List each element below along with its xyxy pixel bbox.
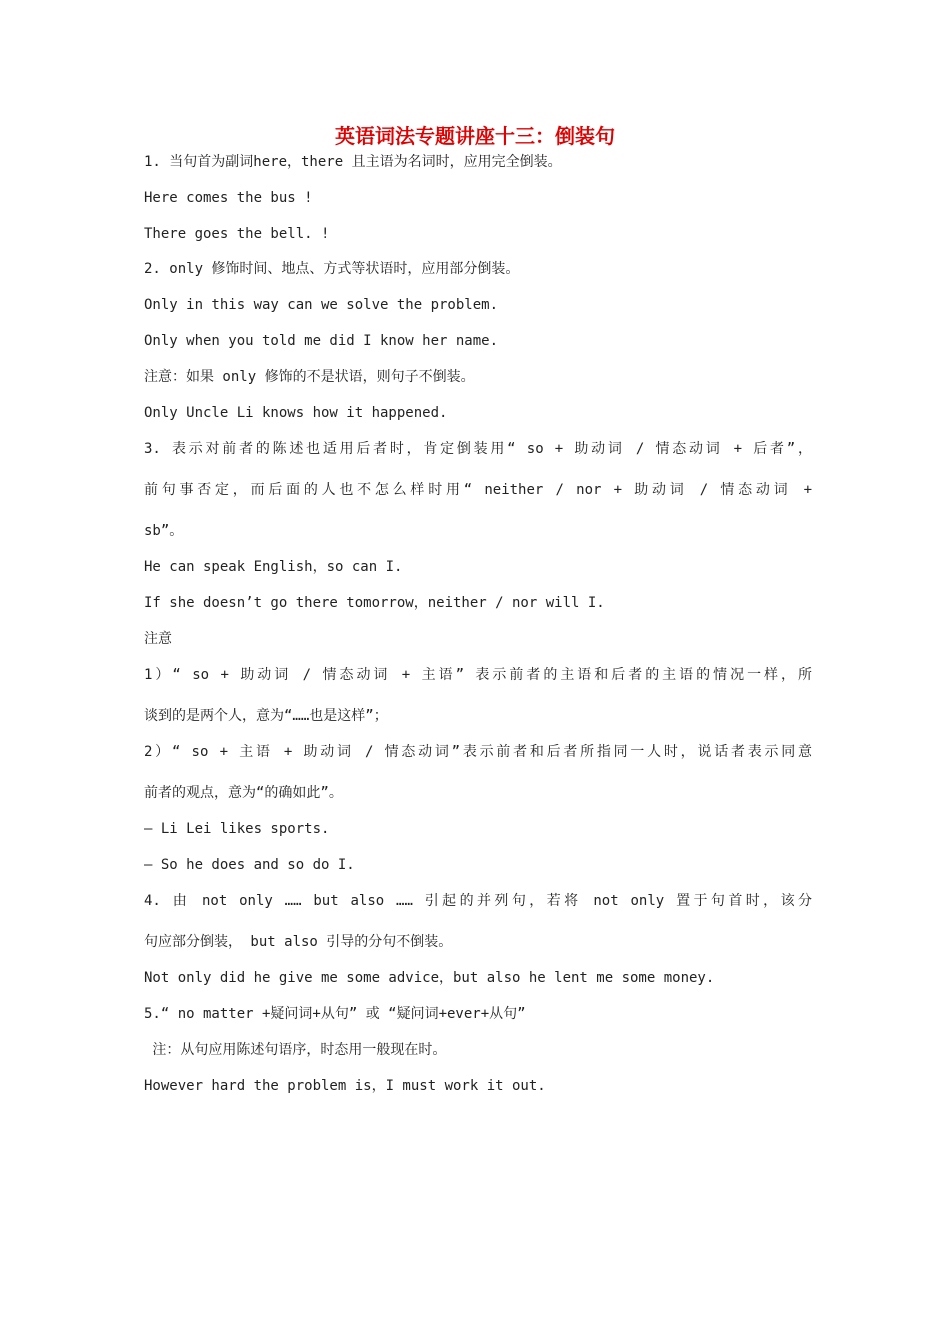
rule-3-text: sb”。 <box>144 523 184 539</box>
example-line: Here comes the bus ! <box>144 190 313 206</box>
rule-2-heading: 2. only 修饰时间、地点、方式等状语时，应用部分倒装。 <box>144 261 520 277</box>
rule-1-heading: 1. 当句首为副词here，there 且主语为名词时，应用完全倒装。 <box>144 154 562 170</box>
example-line: However hard the problem is，I must work it out. <box>144 1078 546 1094</box>
rule-4-text: 句应部分倒装， but also 引导的分句不倒装。 <box>144 934 453 950</box>
note-item-2: 2）“ so + 主语 + 助动词 / 情态动词”表示前者和后者所指同一人时，说话者表示同意 <box>144 744 812 760</box>
example-line: Only in this way can we solve the problem. <box>144 297 499 313</box>
rule-4-heading: 4. 由 not only …… but also …… 引起的并列句，若将 not only 置于句首时，该分 <box>144 893 812 909</box>
example-line: If she doesn’t go there tomorrow，neither / nor will I. <box>144 595 605 611</box>
note-heading: 注意 <box>144 631 172 647</box>
example-line: Not only did he give me some advice，but also he lent me some money. <box>144 970 715 986</box>
example-line: He can speak English，so can I. <box>144 559 403 575</box>
dialogue-line: — So he does and so do I. <box>144 857 355 873</box>
note-line: 注：从句应用陈述句语序，时态用一般现在时。 <box>144 1042 447 1058</box>
rule-3-text: 前句事否定，而后面的人也不怎么样时用“ neither / nor + 助动词 / 情态动词 + <box>144 482 812 498</box>
example-line: Only when you told me did I know her name. <box>144 333 499 349</box>
example-line: Only Uncle Li knows how it happened. <box>144 405 448 421</box>
note-item-1-text: 谈到的是两个人，意为“……也是这样”； <box>144 708 388 724</box>
note-item-1: 1）“ so + 助动词 / 情态动词 + 主语” 表示前者的主语和后者的主语的情况一样，所 <box>144 667 812 683</box>
dialogue-line: — Li Lei likes sports. <box>144 821 330 837</box>
example-line: There goes the bell. ! <box>144 226 330 242</box>
note-item-2-text: 前者的观点，意为“的确如此”。 <box>144 785 343 801</box>
document-title: 英语词法专题讲座十三：倒装句 <box>335 124 615 148</box>
note-line: 注意：如果 only 修饰的不是状语，则句子不倒装。 <box>144 369 475 385</box>
rule-3-heading: 3. 表示对前者的陈述也适用后者时，肯定倒装用“ so + 助动词 / 情态动词 + 后者”， <box>144 441 812 457</box>
rule-5-heading: 5.“ no matter +疑问词+从句” 或 “疑问词+ever+从句” <box>144 1006 526 1022</box>
